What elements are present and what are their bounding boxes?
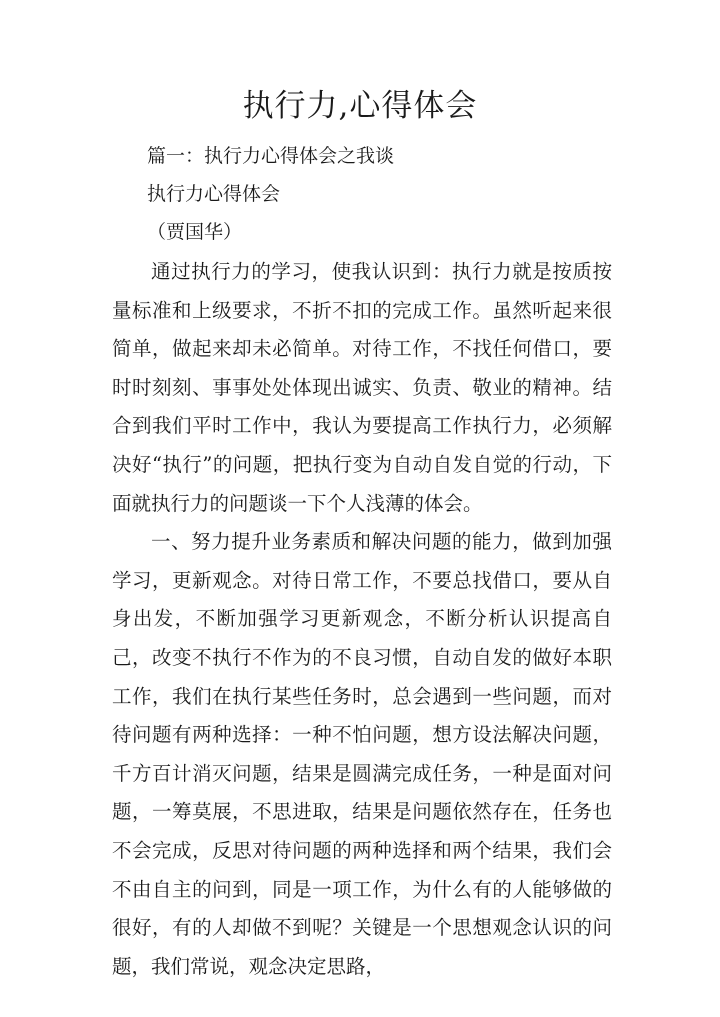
document-subtitle: 篇一：执行力心得体会之我谈: [147, 145, 395, 167]
document-title: 执行力,心得体会: [242, 88, 478, 124]
document-author: （贾国华）: [147, 221, 243, 243]
body-paragraph-2: 一、努力提升业务素质和解决问题的能力，做到加强学习，更新观念。对待日常工作，不要总找借口，要从自身出发，不断加强学习更新观念，不断分析认识提高自己，改变不执行不作为的不良习惯，自动自发的做好本职工作，我们在执行某些任务时，总会遇到一些问题，而对待问题有两种选择：一种不怕问题，想方设法解决问题，千方百计消灭问题，结果是圆满完成任务，一种是面对问题，一筹莫展，不思进取，结果是问题依然存在，任务也不会完成，反思对待问题的两种选择和两个结果，我们会不由自主的问到，同是一项工作，为什么有的人能够做的很好，有的人却做不到呢？关键是一个思想观念认识的问题，我们常说，观念决定思路，: [112, 530, 612, 978]
document-body: [112, 253, 612, 986]
document-heading: 执行力心得体会: [147, 183, 281, 205]
body-paragraph-1: 通过执行力的学习，使我认识到：执行力就是按质按量标准和上级要求，不折不扣的完成工作。虽然听起来很简单，做起来却未必简单。对待工作，不找任何借口，要时时刻刻、事事处处体现出诚实、负责、敬业的精神。结合到我们平时工作中，我认为要提高工作执行力，必须解决好“执行”的问题，把执行变为自动自发自觉的行动，下面就执行力的问题谈一下个人浅薄的体会。: [112, 260, 612, 515]
